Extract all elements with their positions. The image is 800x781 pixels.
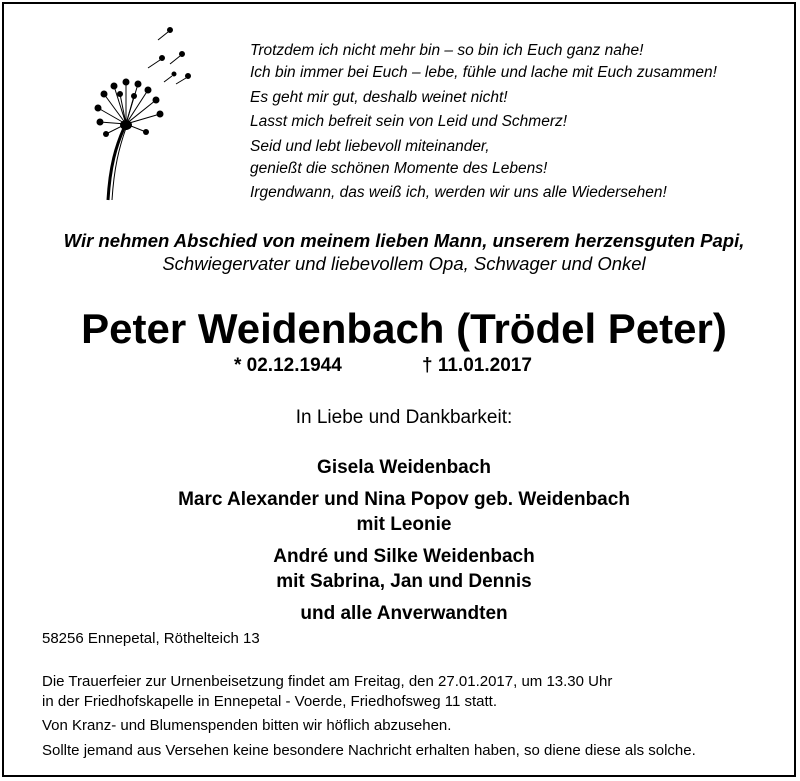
deceased-name: Peter Weidenbach (Trödel Peter) bbox=[81, 305, 727, 352]
poem-line: Lasst mich befreit sein von Leid und Schmerz! bbox=[250, 113, 568, 131]
poem-line: Trotzdem ich nicht mehr bin – so bin ich Euch ganz nahe! bbox=[250, 42, 644, 59]
family-line: mit Leonie bbox=[356, 514, 452, 535]
death-date: † 11.01.2017 bbox=[422, 355, 532, 376]
obituary-frame bbox=[2, 2, 796, 777]
intro-line-2: Schwiegervater und liebevollem Opa, Schwager und Onkel bbox=[162, 253, 646, 274]
poem-line: Es geht mir gut, deshalb weinet nicht! bbox=[250, 88, 508, 106]
family-line: Marc Alexander und Nina Popov geb. Weidenbach bbox=[178, 488, 630, 510]
intro-line-1: Wir nehmen Abschied von meinem lieben Mann, unserem herzensguten Papi, bbox=[63, 230, 745, 251]
info-line: Die Trauerfeier zur Urnenbeisetzung findet am Freitag, den 27.01.2017, um 13.30 Uhr bbox=[42, 673, 613, 690]
poem bbox=[250, 40, 717, 205]
info-line: in der Friedhofskapelle in Ennepetal - Voerde, Friedhofsweg 11 statt. bbox=[42, 692, 497, 710]
poem-line: Irgendwann, das weiß ich, werden wir uns alle Wiedersehen! bbox=[250, 184, 667, 202]
thanks-line: In Liebe und Dankbarkeit: bbox=[295, 407, 513, 428]
birth-date: * 02.12.1944 bbox=[234, 355, 342, 376]
info-line: Sollte jemand aus Versehen keine besondere Nachricht erhalten haben, so diene diese als solche. bbox=[42, 741, 696, 759]
address: 58256 Ennepetal, Röthelteich 13 bbox=[42, 630, 260, 647]
poem-line: genießt die schönen Momente des Lebens! bbox=[250, 160, 548, 178]
family-line: Gisela Weidenbach bbox=[317, 457, 491, 478]
poem-line: Ich bin immer bei Euch – lebe, fühle und lache mit Euch zusammen! bbox=[250, 64, 717, 82]
family-line: und alle Anverwandten bbox=[300, 602, 508, 624]
family-list bbox=[4, 455, 800, 626]
dandelion-icon bbox=[86, 24, 196, 204]
funeral-info bbox=[42, 672, 696, 760]
info-line: Von Kranz- und Blumenspenden bitten wir höflich abzusehen. bbox=[42, 717, 452, 734]
family-line: André und Silke Weidenbach bbox=[273, 545, 535, 567]
family-line: mit Sabrina, Jan und Dennis bbox=[276, 571, 532, 592]
poem-line: Seid und lebt liebevoll miteinander, bbox=[250, 137, 490, 155]
